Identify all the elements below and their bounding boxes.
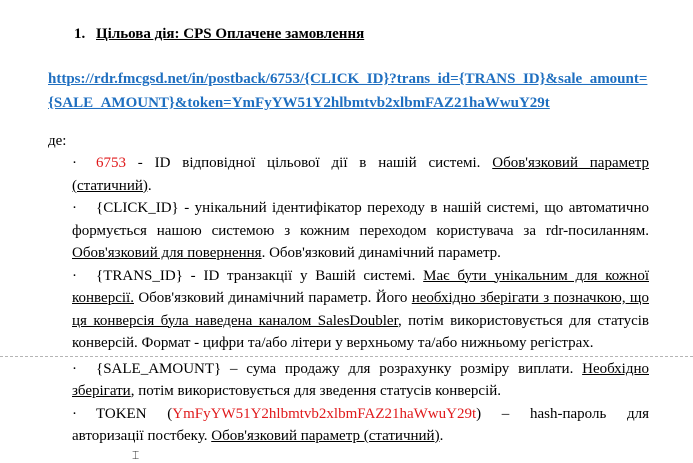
param-list [72,152,649,448]
param-tail: , потім використовується для зведення статусів конверсій. [130,383,502,399]
page-break-divider [0,356,693,357]
where-label: де: [48,133,67,149]
heading-title: Цільова дія: CPS Оплачене замовлення [96,26,365,42]
param-flag: Обов'язковий параметр (статичний) [72,155,650,194]
param-desc: – сума продажу для розрахунку розміру виплати. [221,360,583,377]
param-name: {TRANS_ID} [96,267,183,284]
param-item-id [72,152,649,197]
param-mid: Обов'язковий динамічний параметр. Його [133,290,412,306]
param-tail: , потім використовується для статусів конверсій. Формат - цифри та/або літери у верхньому та/або нижньому регістрах. [72,312,649,351]
param-desc: - ID відповідної цільової дії в нашій системі. [126,155,493,171]
param-name: {CLICK_ID} [96,200,179,216]
param-item-trans-id [72,265,649,355]
param-flag: Має бути унікальним для кожної конверсії. [72,267,649,306]
heading-number: 1. [74,26,86,42]
bullet: · [72,405,77,422]
bullet: · [72,267,77,284]
bullet: · [72,360,77,377]
param-name: {SALE_AMOUNT} [96,360,222,377]
param-desc: - унікальний ідентифікатор переходу в нашій системі, що автоматично формується нашою системою з кожним переходом користувача за rdr-посиланням. [72,200,649,239]
param-tail: . [147,177,152,194]
param-name: 6753 [96,155,126,171]
param-tail: . [439,428,444,444]
bullet: · [72,155,77,171]
param-item-token: · TOKEN (YmFyYW51Y2hlbmtvb2xlbmFAZ21haWwuY29t) – hash-пароль для авторизації постбеку. Обов'язковий параметр (статичний). [72,403,649,448]
param-desc: - ID транзакції у Вашій системі. [182,267,424,284]
bullet: · [72,200,77,216]
param-flag: Обов'язковий для повернення [72,245,262,261]
param-name: TOKEN [96,405,147,422]
param-item-sale-amount [72,358,649,403]
param-tail: . Обов'язковий динамічний параметр. [261,245,501,261]
param-item-click-id [72,197,649,265]
section-heading [74,26,364,43]
param-flag: Необхідно зберігати [72,360,649,399]
param-desc: – hash-пароль для авторизації постбеку. [72,405,649,444]
token-value: YmFyYW51Y2hlbmtvb2xlbmFAZ21haWwuY29t [172,405,477,422]
param-flag-2: необхідно зберігати з позначкою, що ця конверсія була наведена каналом SalesDoubler [72,290,649,329]
text-cursor-icon: ⌶ [132,448,140,462]
param-flag: Обов'язковий параметр (статичний) [211,428,440,444]
postback-url-link[interactable]: https://rdr.fmcgsd.net/in/postback/6753/{CLICK_ID}?trans_id={TRANS_ID}&sale_amount={SALE_AMOUNT}&token=YmFyYW51Y2hlbmtvb2xlbmFAZ21haWwuY29t [48,71,648,111]
